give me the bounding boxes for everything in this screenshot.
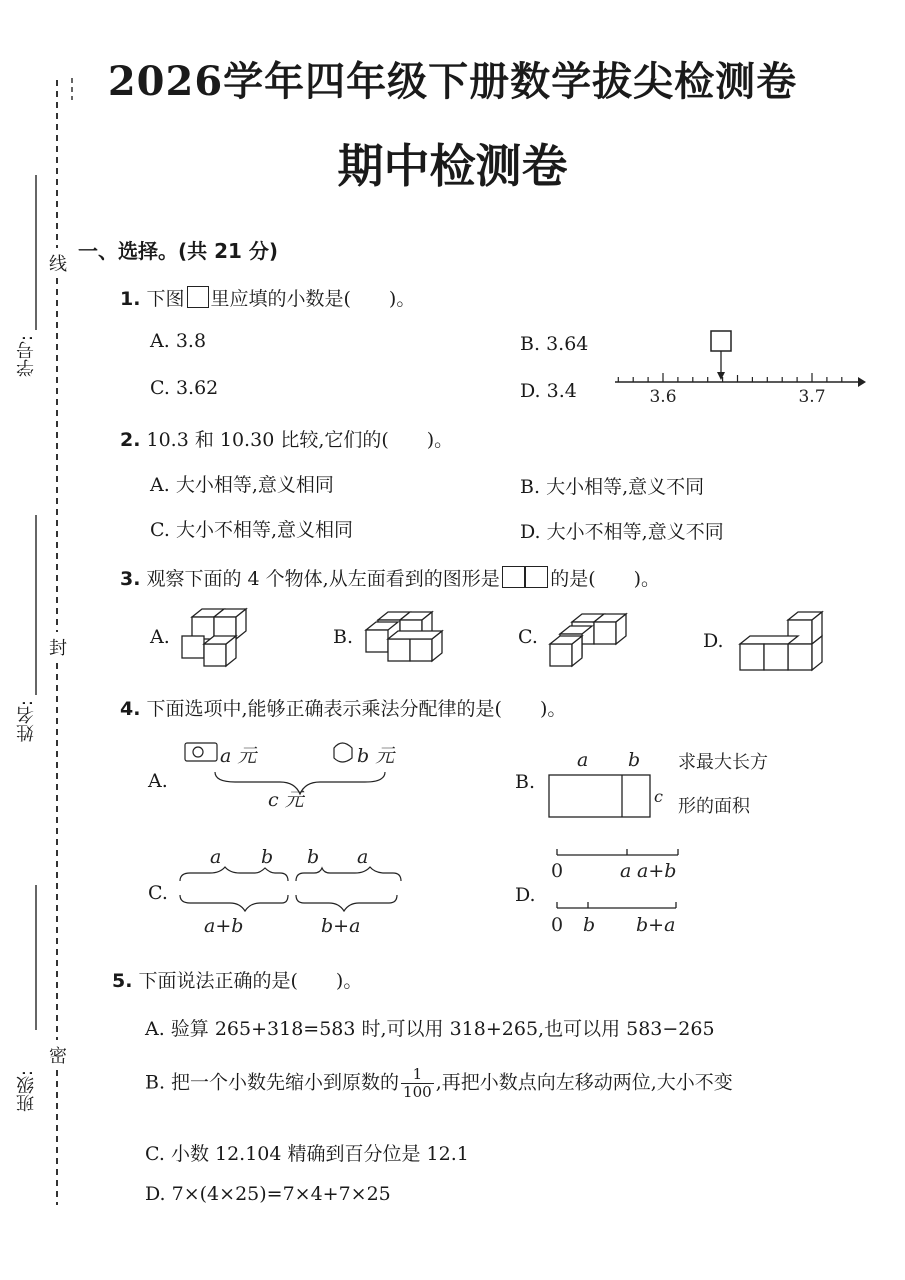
seal-seal-char: 封 — [49, 632, 67, 662]
q2-option-a[interactable]: A. 大小相等,意义相同 — [150, 474, 334, 496]
exam-title: 2026学年四年级下册数学拔尖检测卷 — [107, 58, 798, 105]
exam-subtitle: 期中检测卷 — [337, 139, 568, 193]
question-2: 2. 10.3 和 10.30 比较,它们的( )。 — [120, 429, 454, 451]
svg-text:0: 0 — [551, 860, 564, 882]
section-title: 一、选择。(共 21 分) — [78, 239, 279, 263]
svg-text:c 元: c 元 — [268, 789, 304, 811]
q4b-diagram — [549, 749, 768, 817]
q5-option-b[interactable]: B. 把一个小数先缩小到原数的 $\frac{1}{100}$ ,再把小数点向左移动两位,大小不变 — [145, 1065, 733, 1101]
q5-option-d[interactable]: D. 7×(4×25)=7×4+7×25 — [145, 1183, 391, 1205]
q4-option-d[interactable]: D. — [515, 884, 536, 906]
svg-text:b 元: b 元 — [357, 745, 395, 767]
ruler-left-label: 3.6 — [649, 387, 677, 407]
q5-option-c[interactable]: C. 小数 12.104 精确到百分位是 12.1 — [145, 1143, 469, 1165]
svg-text:a: a — [577, 749, 589, 771]
q3-option-c[interactable]: C. — [518, 626, 538, 648]
q3-option-b[interactable]: B. — [333, 626, 354, 648]
q3-option-a[interactable]: A. — [150, 626, 170, 648]
fraction-one-hundredth: $\frac{1}{100}$ — [403, 1065, 432, 1101]
q3-text-after: 的是( )。 — [550, 568, 661, 590]
q4-option-a[interactable]: A. — [148, 770, 168, 792]
svg-text:b: b — [628, 749, 641, 771]
eraser-icon — [334, 743, 352, 762]
q4a-diagram — [185, 743, 396, 811]
q2-option-d[interactable]: D. 大小不相等,意义不同 — [520, 521, 724, 543]
svg-text:b: b — [583, 914, 596, 936]
q2-option-c[interactable]: C. 大小不相等,意义相同 — [150, 519, 353, 541]
svg-text:b: b — [261, 846, 274, 868]
q1-text-before: 下图 — [146, 288, 185, 310]
question-3: 3. 观察下面的 4 个物体,从左面看到的图形是 的是( )。 — [120, 568, 661, 590]
q3-text-before: 观察下面的 4 个物体,从左面看到的图形是 — [146, 568, 500, 590]
question-5: 5. 下面说法正确的是( )。 — [112, 970, 363, 992]
seal-line-char: 线 — [49, 248, 67, 278]
svg-text:a: a — [620, 860, 632, 882]
q4-option-b[interactable]: B. — [515, 771, 536, 793]
svg-text:求最大长方: 求最大长方 — [678, 752, 768, 773]
seal-secret-char: 密 — [49, 1040, 67, 1070]
name-label: 姓名: — [16, 700, 37, 743]
q4-option-c[interactable]: C. — [148, 882, 168, 904]
sharpener-icon — [185, 743, 217, 761]
svg-text:b: b — [307, 846, 320, 868]
student-id-label: 学号: — [16, 335, 37, 378]
ruler-right-label: 3.7 — [798, 387, 826, 407]
class-label: 班级: — [16, 1070, 37, 1113]
svg-text:形的面积: 形的面积 — [678, 796, 750, 817]
q1-option-b[interactable]: B. 3.64 — [520, 333, 589, 355]
question-4: 4. 下面选项中,能够正确表示乘法分配律的是( )。 — [120, 698, 567, 720]
q1-number: 1. — [120, 288, 141, 310]
svg-text:a+b: a+b — [637, 860, 677, 882]
q1-option-a[interactable]: A. 3.8 — [150, 330, 207, 352]
q4d-diagram — [551, 849, 678, 936]
q5-option-a[interactable]: A. 验算 265+318=583 时,可以用 318+265,也可以用 583−265 — [145, 1018, 715, 1040]
q4c-diagram — [180, 846, 401, 937]
svg-text:b+a: b+a — [636, 914, 676, 936]
q2-text: 10.3 和 10.30 比较,它们的( )。 — [146, 429, 454, 451]
svg-text:a: a — [357, 846, 369, 868]
svg-text:a 元: a 元 — [220, 745, 257, 767]
svg-text:b+a: b+a — [321, 915, 361, 937]
q1-text-after: 里应填的小数是( )。 — [210, 288, 416, 310]
svg-text:0: 0 — [551, 914, 564, 936]
q1-option-c[interactable]: C. 3.62 — [150, 377, 219, 399]
svg-text:a+b: a+b — [204, 915, 244, 937]
q1-option-d[interactable]: D. 3.4 — [520, 380, 577, 402]
svg-text:c: c — [654, 787, 663, 806]
svg-text:a: a — [210, 846, 222, 868]
q4-text: 下面选项中,能够正确表示乘法分配律的是( )。 — [146, 698, 567, 720]
q2-option-b[interactable]: B. 大小相等,意义不同 — [520, 476, 705, 498]
q3-option-d[interactable]: D. — [703, 630, 724, 652]
q5-text: 下面说法正确的是( )。 — [138, 970, 363, 992]
